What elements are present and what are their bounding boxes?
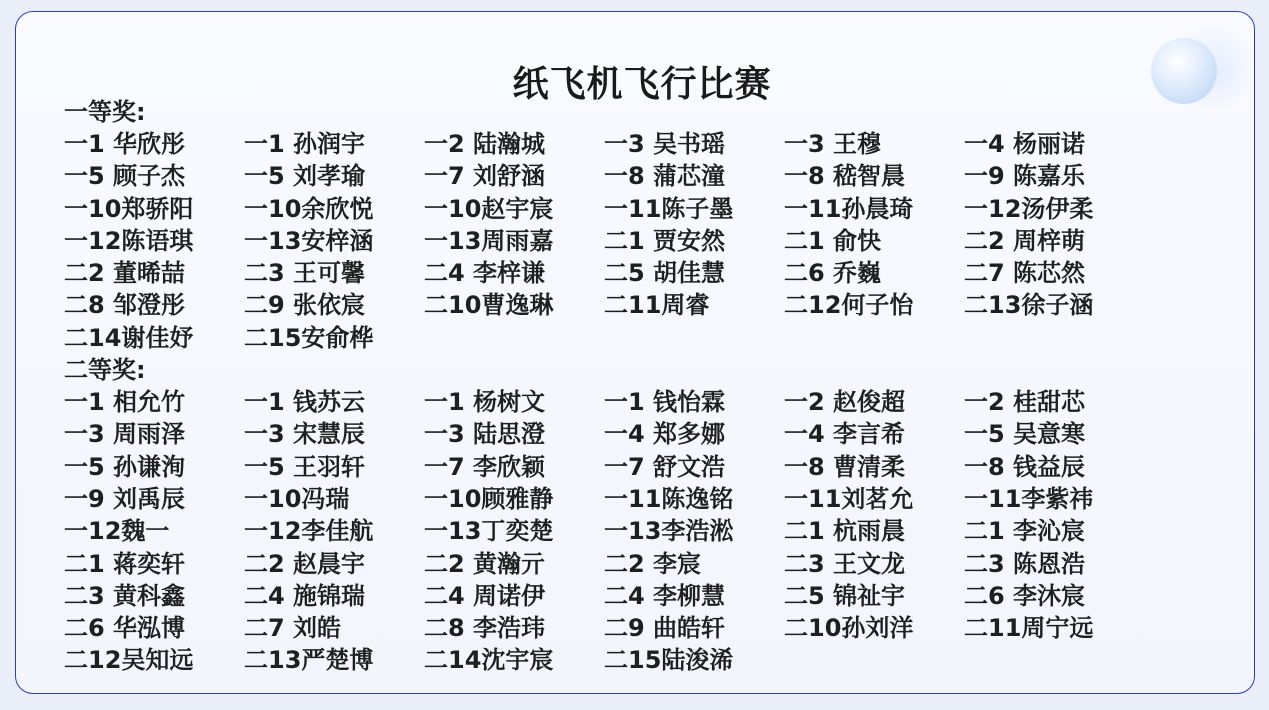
winner-entry: 一5 孙谦洵: [64, 452, 186, 481]
winner-entry: 一1 华欣彤: [64, 130, 186, 158]
winner-entry: 二15安俞桦: [244, 323, 374, 352]
winner-entry: 二1 俞快: [784, 226, 882, 255]
winner-entry: 一3 吴书瑶: [604, 130, 726, 158]
winner-entry: 二15陆浚浠: [604, 646, 734, 675]
winner-entry: 一12汤伊柔: [964, 194, 1094, 223]
winner-entry: 一3 宋慧辰: [244, 420, 366, 449]
winner-entry: 一12陈语琪: [64, 226, 194, 255]
winner-entry: 一13李浩淞: [604, 517, 734, 546]
winner-entry: 一3 陆思澄: [424, 420, 546, 449]
winner-entry: 一13周雨嘉: [424, 226, 554, 255]
winner-entry: 一10顾雅静: [424, 484, 554, 513]
winners-grid: [64, 128, 1144, 354]
winner-entry: 二2 周梓萌: [964, 226, 1086, 255]
section-label: 一等奖:: [64, 98, 146, 126]
winner-entry: 一2 赵俊超: [784, 388, 906, 417]
winner-entry: 一8 钱益辰: [964, 452, 1086, 481]
winner-entry: 二3 陈恩浩: [964, 549, 1086, 578]
winner-entry: 一1 孙润宇: [244, 130, 366, 158]
winner-entry: 二1 贾安然: [604, 226, 726, 255]
winner-entry: 二2 赵晨宇: [244, 549, 366, 578]
winner-entry: 二12何子怡: [784, 291, 914, 320]
winner-entry: 二3 王文龙: [784, 549, 906, 578]
winner-entry: 二9 曲皓轩: [604, 614, 726, 643]
winner-entry: 二4 施锦瑞: [244, 581, 366, 610]
winner-entry: 一1 钱苏云: [244, 388, 366, 417]
winner-entry: 一10赵宇宸: [424, 194, 554, 223]
winner-entry: 二13严楚博: [244, 646, 374, 675]
winner-entry: 二6 乔巍: [784, 259, 882, 288]
winner-entry: 一3 周雨泽: [64, 420, 186, 449]
winner-entry: 二7 刘皓: [244, 614, 342, 643]
winner-entry: 二8 李浩玮: [424, 614, 546, 643]
winner-entry: 二2 黄瀚亓: [424, 549, 546, 578]
winner-entry: 一8 嵇智晨: [784, 162, 906, 191]
winner-entry: 一10郑骄阳: [64, 194, 194, 223]
winner-entry: 一8 曹清柔: [784, 452, 906, 481]
winner-entry: 一11孙晨琦: [784, 194, 914, 223]
winner-entry: 二11周睿: [604, 291, 710, 320]
winner-entry: 一10冯瑞: [244, 484, 350, 513]
winner-entry: 二4 李梓谦: [424, 259, 546, 288]
winner-entry: 一8 蒲芯潼: [604, 162, 726, 191]
winner-entry: 一4 李言希: [784, 420, 906, 449]
winner-entry: 一2 陆瀚城: [424, 130, 546, 158]
winner-entry: 二2 李宸: [604, 549, 702, 578]
winner-entry: 一13安梓涵: [244, 226, 374, 255]
winner-entry: 二1 李沁宸: [964, 517, 1086, 546]
winner-entry: 一3 王穆: [784, 130, 882, 158]
winners-grid: [64, 386, 1144, 677]
winner-entry: 一1 杨树文: [424, 388, 546, 417]
winner-entry: 一1 相允竹: [64, 388, 186, 417]
winner-entry: 二5 锦祉宇: [784, 581, 906, 610]
winner-entry: 一4 郑多娜: [604, 420, 726, 449]
winner-entry: 二1 蒋奕轩: [64, 549, 186, 578]
winner-entry: 一7 李欣颖: [424, 452, 546, 481]
awards-list: [64, 96, 1144, 677]
winner-entry: 一7 刘舒涵: [424, 162, 546, 191]
winner-entry: 二10孙刘洋: [784, 614, 914, 643]
winner-entry: 二6 华泓博: [64, 614, 186, 643]
winner-entry: 二3 黄科鑫: [64, 581, 186, 610]
winner-entry: 二3 王可馨: [244, 259, 366, 288]
winner-entry: 二14沈宇宸: [424, 646, 554, 675]
page-title: 纸飞机飞行比赛: [512, 64, 772, 105]
winner-entry: 二2 董晞喆: [64, 259, 186, 288]
winner-entry: 二4 李柳慧: [604, 581, 726, 610]
winner-entry: 二8 邹澄彤: [64, 291, 186, 320]
winner-entry: 二13徐子涵: [964, 291, 1094, 320]
winner-entry: 二12吴知远: [64, 646, 194, 675]
winner-entry: 一13丁奕楚: [424, 517, 554, 546]
winner-entry: 一5 吴意寒: [964, 420, 1086, 449]
winner-entry: 二14谢佳妤: [64, 323, 194, 352]
winner-entry: 一5 刘孝瑜: [244, 162, 366, 191]
winner-entry: 一7 舒文浩: [604, 452, 726, 481]
winner-entry: 二4 周诺伊: [424, 581, 546, 610]
winner-entry: 一12魏一: [64, 517, 170, 546]
winner-entry: 二1 杭雨晨: [784, 517, 906, 546]
winner-entry: 一5 王羽轩: [244, 452, 366, 481]
winner-entry: 二9 张依宸: [244, 291, 366, 320]
winner-entry: 一12李佳航: [244, 517, 374, 546]
winner-entry: 二5 胡佳慧: [604, 259, 726, 288]
winner-entry: 一5 顾子杰: [64, 162, 186, 191]
winner-entry: 一11李紫祎: [964, 484, 1094, 513]
winner-entry: 一11刘茗允: [784, 484, 914, 513]
winner-entry: 二7 陈芯然: [964, 259, 1086, 288]
winner-entry: 一9 刘禹辰: [64, 484, 186, 513]
winner-entry: 二6 李沐宸: [964, 581, 1086, 610]
winner-entry: 一11陈子墨: [604, 194, 734, 223]
winner-entry: 一11陈逸铭: [604, 484, 734, 513]
winner-entry: 一1 钱怡霖: [604, 388, 726, 417]
section-label: 二等奖:: [64, 356, 146, 385]
winner-entry: 一10余欣悦: [244, 194, 374, 223]
winner-entry: 一9 陈嘉乐: [964, 162, 1086, 191]
winner-entry: 二10曹逸琳: [424, 291, 554, 320]
winner-entry: 一2 桂甜芯: [964, 388, 1086, 417]
winner-entry: 一4 杨丽诺: [964, 130, 1086, 158]
winner-entry: 二11周宁远: [964, 614, 1094, 643]
